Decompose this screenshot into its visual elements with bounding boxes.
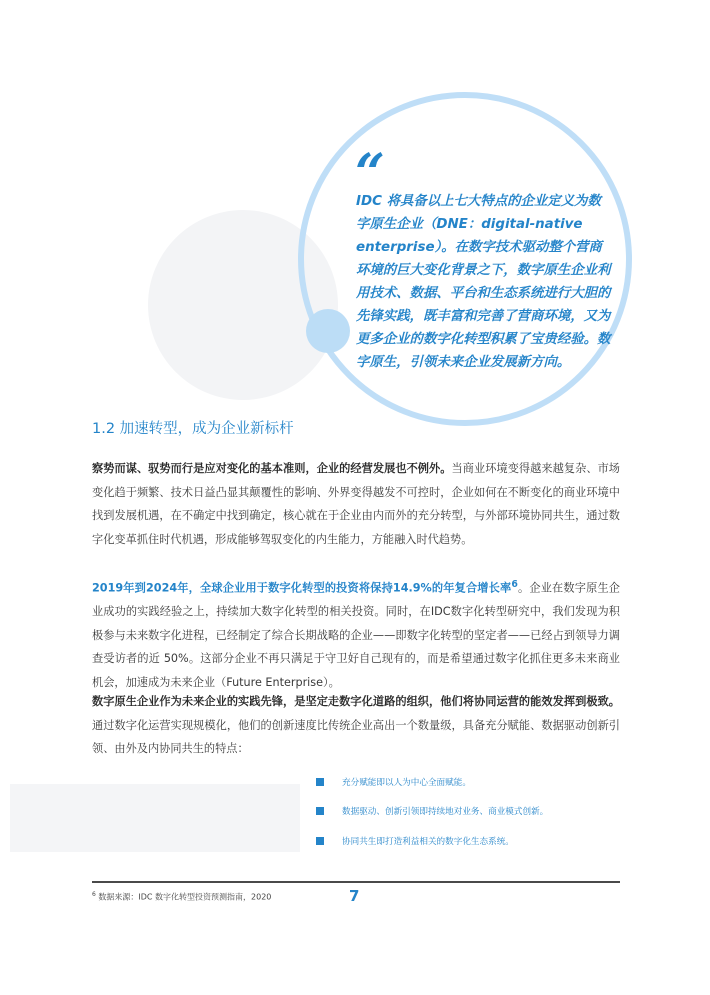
paragraph-3-lead: 数字原生企业作为未来企业的实践先锋，是坚定走数字化道路的组织，他们将协同运营的能效发挥到极致。 — [92, 695, 620, 708]
footnote-ref: 6 — [511, 579, 518, 590]
decorative-blue-dot — [306, 309, 350, 353]
bullet-item: 数据驱动、创新引领即持续地对业务、商业模式创新。 — [316, 805, 548, 817]
decorative-gray-box — [10, 784, 300, 852]
pull-quote: IDC 将具备以上七大特点的企业定义为数字原生企业（DNE：digital-native enterprise）。在数字技术驱动整个营商环境的巨大变化背景之下，数字原生企业利用技术、数据、平台和生态系统进行大胆的先锋实践，既丰富和完善了营商环境，又为更多企业的数字化转型积累了宝贵经验。数字原生，引领未来企业发展新方向。 — [356, 194, 611, 370]
paragraph-1-body: 当商业环境变得越来越复杂、市场变化趋于频繁、技术日益凸显其颠覆性的影响、外界变得越发不可控时，企业如何在不断变化的商业环境中找到发展机遇，在不确定中找到确定，核心就在于企业由内而外的充分转型，与外部环境协同共生，通过数字化变革抓住时代机遇，形成能够驾驭变化的内生能力，方能融入时代趋势。 — [92, 462, 620, 546]
paragraph-2-lead: 2019年到2024年，全球企业用于数字化转型的投资将保持14.9%的年复合增长率 — [92, 581, 512, 595]
paragraph-2-body: 。企业在数字原生企业成功的实践经验之上，持续加大数字化转型的相关投资。同时，在IDC数字化转型研究中，我们发现为积极参与未来数字化进程，已经制定了综合长期战略的企业——即数字化转型的坚定者——已经占到领导力调查受访者的近 50%。这部分企业不再只满足于守卫好自己现有的，而是希望通过数字化抓住更多未来商业机会，加速成为未来企业（Future Enterprise）。 — [92, 581, 620, 689]
footer-divider — [92, 881, 620, 883]
section-heading: 1.2 加速转型，成为企业新标杆 — [92, 421, 294, 437]
quote-mark-icon: “ — [355, 143, 385, 204]
square-bullet-icon — [316, 837, 324, 845]
paragraph-3-body: 通过数字化运营实现规模化，他们的创新速度比传统企业高出一个数量级，具备充分赋能、数据驱动创新引领、由外及内协同共生的特点： — [92, 718, 620, 755]
bullet-item: 充分赋能即以人为中心全面赋能。 — [316, 776, 471, 788]
square-bullet-icon — [316, 807, 324, 815]
square-bullet-icon — [316, 778, 324, 786]
paragraph-1-lead: 察势而谋、驭势而行是应对变化的基本准则，企业的经营发展也不例外。 — [92, 462, 452, 475]
paragraph-1 — [92, 457, 620, 551]
paragraph-3 — [92, 690, 620, 761]
footnote: $^6$ 数据来源：IDC 数字化转型投资预测指南，2020 — [92, 891, 272, 902]
bullet-item: 协同共生即打造利益相关的数字化生态系统。 — [316, 835, 514, 847]
paragraph-2 — [92, 573, 620, 694]
page-number: 7 — [349, 887, 360, 905]
